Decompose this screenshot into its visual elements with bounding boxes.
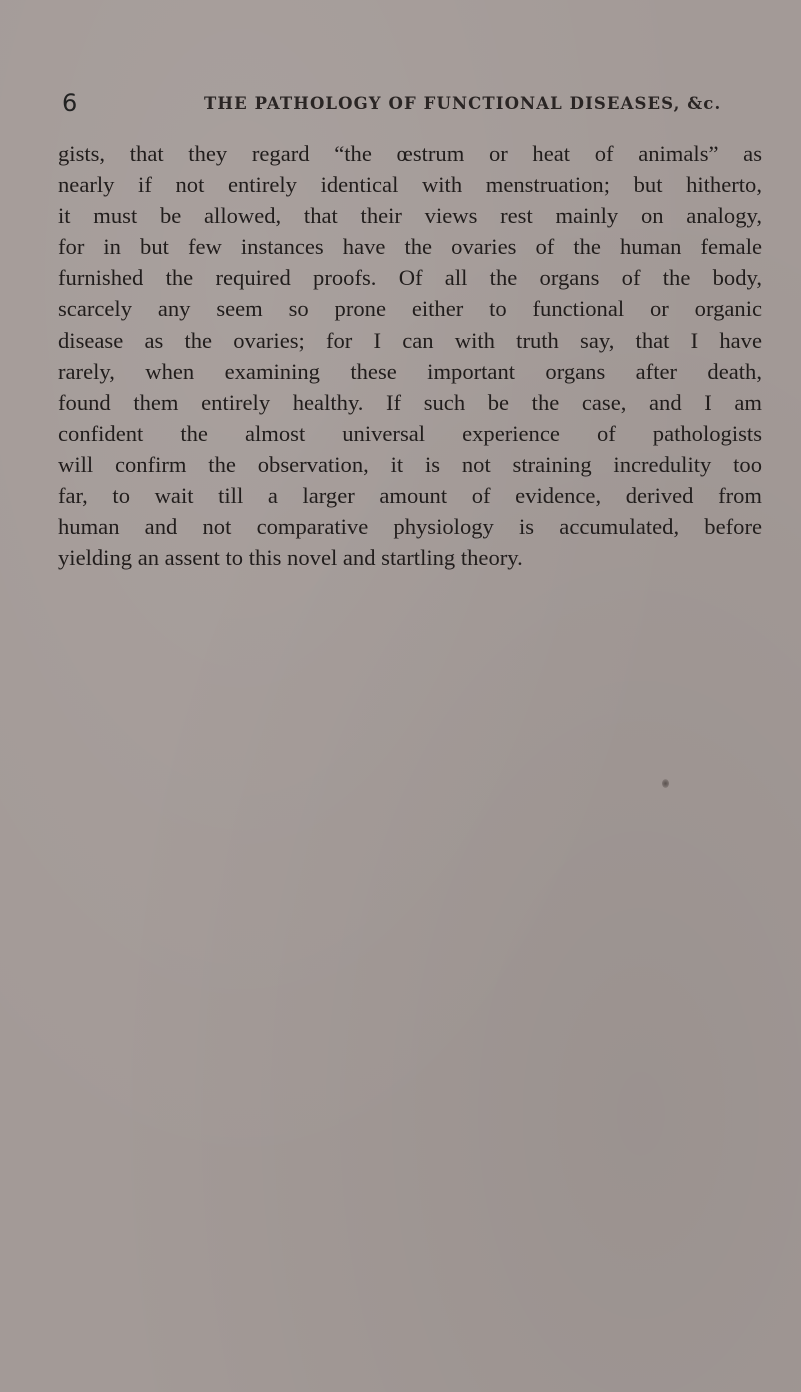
text-line: confident the almost universal experience of pathologists: [58, 420, 762, 446]
text-line: far, to wait till a larger amount of evidence, derived from: [58, 483, 762, 509]
text-line: yielding an assent to this novel and startling theory.: [58, 545, 523, 571]
text-line: rarely, when examining these important organs after death,: [58, 358, 762, 384]
ink-speck: [662, 779, 669, 788]
text-line: scarcely any seem so prone either to functional or organic: [58, 296, 762, 322]
text-line: gists, that they regard “the œstrum or heat of animals” as: [58, 141, 762, 166]
page-number: 6: [62, 89, 78, 117]
text-line: for in but few instances have the ovaries of the human female: [58, 234, 762, 260]
running-head: [62, 88, 762, 118]
text-line: found them entirely healthy. If such be the case, and I am: [58, 389, 762, 415]
running-title: THE PATHOLOGY OF FUNCTIONAL DISEASES, &c.: [204, 94, 722, 113]
text-line: furnished the required proofs. Of all the organs of the body,: [58, 265, 762, 291]
text-line: it must be allowed, that their views rest mainly on analogy,: [58, 203, 762, 229]
text-line: nearly if not entirely identical with menstruation; but hitherto,: [58, 172, 762, 198]
body-paragraph: [58, 138, 762, 573]
text-line: human and not comparative physiology is accumulated, before: [58, 514, 762, 540]
text-line: will confirm the observation, it is not straining incredulity too: [58, 451, 762, 477]
text-line: disease as the ovaries; for I can with truth say, that I have: [58, 327, 762, 353]
